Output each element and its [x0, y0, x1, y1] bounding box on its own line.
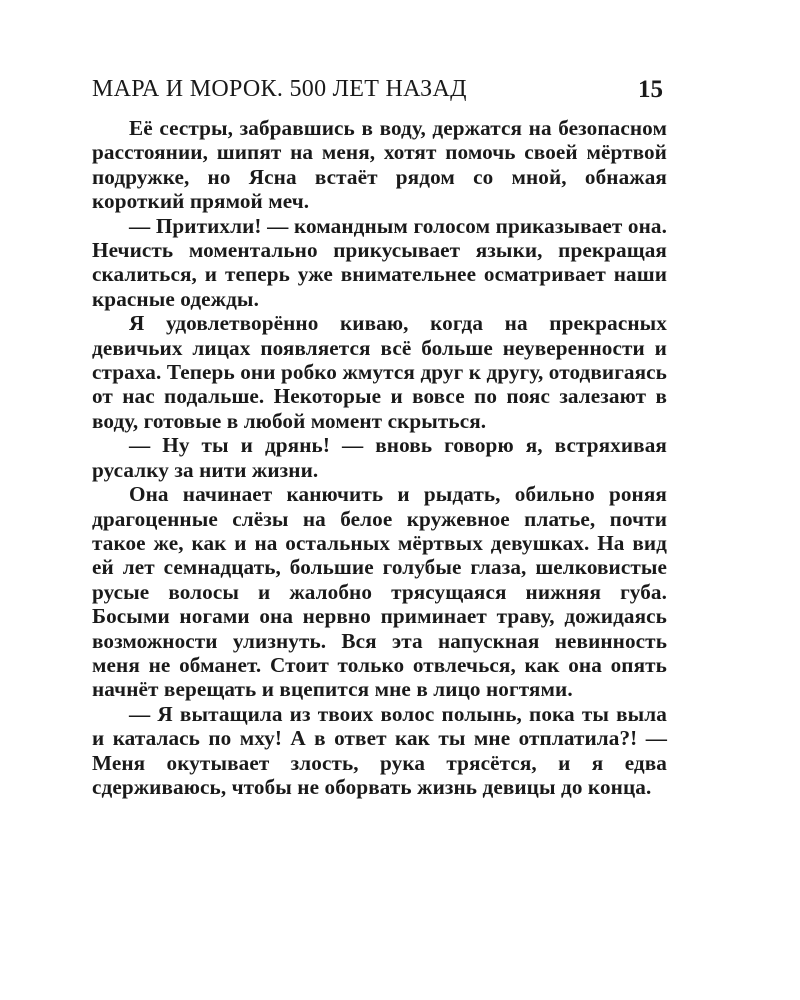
paragraph: Она начинает канючить и рыдать, обильно роняя драгоценные слёзы на белое кружевное платье, почти такое же, как и на остальных мёртвых девушках. На вид ей лет семнадцать, большие голубые глаза, шелковистые русые волосы и жалобно трясущаяся нижняя губа. Босыми ногами она нервно приминает траву, дожидаясь возможности улизнуть. Вся эта напускная невинность меня не обманет. Стоит только отвлечься, как она опять начнёт верещать и вцепится мне в лицо ногтями.	[92, 482, 667, 702]
running-header	[92, 76, 667, 112]
body-text	[92, 116, 667, 799]
paragraph: — Притихли! — командным голосом приказывает она. Нечисть моментально прикусывает языки, прекращая скалиться, и теперь уже внимательнее осматривает наши красные одежды.	[92, 213, 667, 311]
paragraph: Её сестры, забравшись в воду, держатся на безопасном расстоянии, шипят на меня, хотят помочь своей мёртвой подружке, но Ясна встаёт рядом со мной, обнажая короткий прямой меч.	[92, 116, 667, 214]
page-number: 15	[638, 76, 663, 103]
paragraph: — Я вытащила из твоих волос полынь, пока ты выла и каталась по мху! А в ответ как ты мне отплатила?! — Меня окутывает злость, рука трясётся, и я едва сдерживаюсь, чтобы не оборвать жизнь девицы до конца.	[92, 701, 667, 799]
paragraph: Я удовлетворённо киваю, когда на прекрасных девичьих лицах появляется всё больше неуверенности и страха. Теперь они робко жмутся друг к другу, отодвигаясь от нас подальше. Некоторые и вовсе по пояс залезают в воду, готовые в любой момент скрыться.	[92, 311, 667, 433]
book-page	[92, 76, 667, 799]
running-title: МАРА И МОРОК. 500 ЛЕТ НАЗАД	[92, 76, 467, 102]
paragraph: — Ну ты и дрянь! — вновь говорю я, встряхивая русалку за нити жизни.	[92, 433, 667, 482]
